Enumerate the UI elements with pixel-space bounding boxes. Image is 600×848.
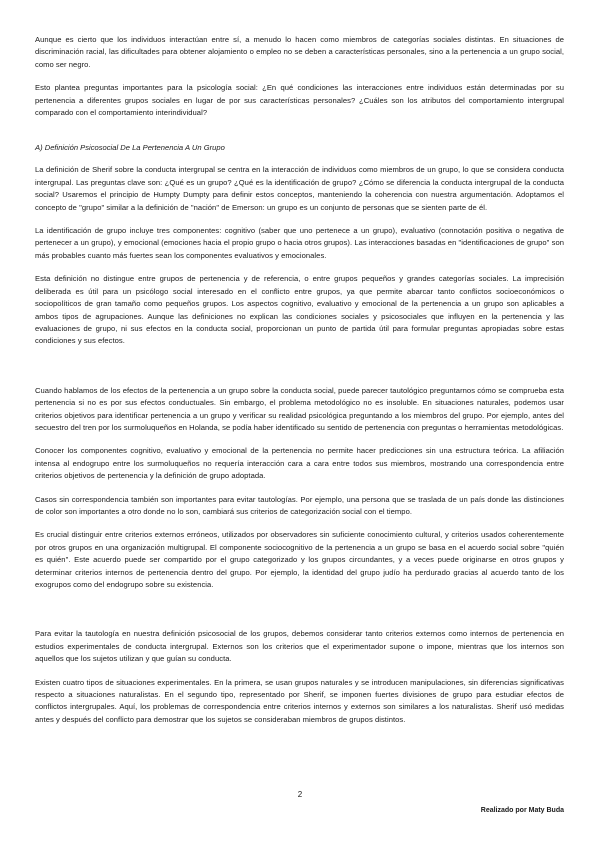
paragraph-intro-2: Esto plantea preguntas importantes para la psicología social: ¿En qué condiciones las interacciones entre individuos están determinadas por su pertenencia a diferentes grupos sociales en lugar de por sus características personales? ¿Cuáles son los atributos del comportamiento intergrupal comparado con el comportamiento interindividual?: [35, 83, 564, 118]
document-body: [35, 34, 564, 737]
paragraph-end-2: Existen cuatro tipos de situaciones experimentales. En la primera, se usan grupos naturales y se introducen manipulaciones, sin diferencias significativas respecto a situaciones naturalistas. En el segundo tipo, representado por Sherif, se imponen fuertes divisiones de grupo para estudiar efectos de conflictos intergrupales. Aquí, los problemas de correspondencia entre criterios internos y externos son similares a los naturalistas. Sherif usó medidas antes y después del conflicto para demostrar que los sujetos se consideraban miembros de grupos distintos.: [35, 677, 564, 724]
paragraph-section-a-1: La definición de Sherif sobre la conducta intergrupal se centra en la interacción de individuos como miembros de un grupo, lo que se considera conducta intergrupal. Las preguntas clave son: ¿Qué es un grupo? ¿Qué es la identificación de grupo? ¿Cómo se diferencia la conducta intergrupal de la conducta social? Usaremos el principio de Humpty Dumpty para definir estos conceptos, manteniendo la coherencia con nuestra argumentación. Adoptamos el concepto de "grupo" similar a la definición de "nación" de Emerson: un grupo es un conjunto de personas que se sienten parte de él.: [35, 165, 564, 212]
paragraph-middle-2: Conocer los componentes cognitivo, evaluativo y emocional de la pertenencia no permite hacer predicciones sin una estructura teórica. La afiliación intensa al endogrupo entre los surmoluqueños no requería interacción cara a cara entre todos sus miembros, mostrando una correspondencia entre criterios objetivos de pertenencia y la definición de grupo adoptada.: [35, 446, 564, 481]
footer-credit: Realizado por Maty Buda: [480, 807, 564, 814]
paragraph-middle-3: Casos sin correspondencia también son importantes para evitar tautologías. Por ejemplo, una persona que se traslada de un país donde las distinciones de color son importantes a otro donde no lo son, cambiará sus criterios de categorización social con el tiempo.: [35, 494, 564, 516]
paragraph-middle-1: Cuando hablamos de los efectos de la pertenencia a un grupo sobre la conducta social, puede parecer tautológico preguntarnos cómo se comprueba esta pertenencia si no es por sus efectos conductuales. Sin embargo, el problema metodológico no es insoluble. En situaciones naturales, podemos usar criterios objetivos para identificar pertenencia a un grupo y verificar su realidad psicológica preguntando a los miembros del grupo. Por ejemplo, antes del secuestro del tren por los surmoluqueños en Holanda, se podía haber identificado su sentido de pertenencia con preguntas o herramientas metodológicas.: [35, 385, 564, 432]
paragraph-section-a-3: Esta definición no distingue entre grupos de pertenencia y de referencia, o entre grupos pequeños y grandes categorías sociales. La imprecisión deliberada es útil para un psicólogo social interesado en el conflicto entre grupos, ya que permite abarcar tanto conflictos socioeconómicos o sociopolíticos de gran tamaño como pequeños grupos. Los aspectos cognitivo, evaluativo y emocional de la pertenencia a un grupo son aplicables a ambos tipos de agrupaciones. Aunque las definiciones no explican las condiciones sociales y psicosociales que influyen en la pertenencia y las evaluaciones de grupo, ni sus efectos en la conducta social, proporcionan un punto de partida útil para formular preguntas apropiadas sobre estas condiciones y sus efectos.: [35, 274, 564, 346]
paragraph-end-1: Para evitar la tautología en nuestra definición psicosocial de los grupos, debemos considerar tanto criterios externos como internos de pertenencia en estudios experimentales de conducta intergrupal. Externos son los criterios que el experimentador supone o impone, mientras que los internos son aquellos que los sujetos utilizan y que guían su conducta.: [35, 629, 564, 664]
spacer: [35, 359, 564, 385]
paragraph-middle-4: Es crucial distinguir entre criterios externos erróneos, utilizados por observadores sin suficiente conocimiento cultural, y criterios usados coherentemente por otros grupos en una organización multigrupal. El componente sociocognitivo de la pertenencia a un grupo se basa en el acuerdo social sobre "quién es quién". Este acuerdo puede ser compartido por el grupo categorizado y los grupos circundantes, y a veces puede originarse en otros grupos y determinar criterios internos de pertenencia dentro del grupo. Por ejemplo, la identidad del grupo judío ha perdurado gracias al acuerdo tanto de los exogrupos como del endogrupo sobre su existencia.: [35, 530, 564, 589]
spacer: [35, 130, 564, 142]
spacer: [35, 602, 564, 628]
paragraph-section-a-2: La identificación de grupo incluye tres componentes: cognitivo (saber que uno pertenece a un grupo), evaluativo (connotación positiva o negativa de pertenecer a un grupo), y emocional (emociones hacia el propio grupo o hacia otros grupos). Las interacciones basadas en "identificaciones de grupo" son más probables cuanto más fuertes sean los componentes evaluativos y emocionales.: [35, 226, 564, 260]
page-number: 2: [297, 790, 303, 799]
section-heading: A) Definición Psicosocial De La Pertenencia A Un Grupo: [35, 143, 225, 153]
paragraph-intro-1: Aunque es cierto que los individuos interactúan entre sí, a menudo lo hacen como miembros de categorías sociales distintas. En situaciones de discriminación racial, las dificultades para obtener alojamiento o empleo no se deben a características personales, sino a la pertenencia a un grupo social, como ser negro.: [35, 35, 564, 69]
